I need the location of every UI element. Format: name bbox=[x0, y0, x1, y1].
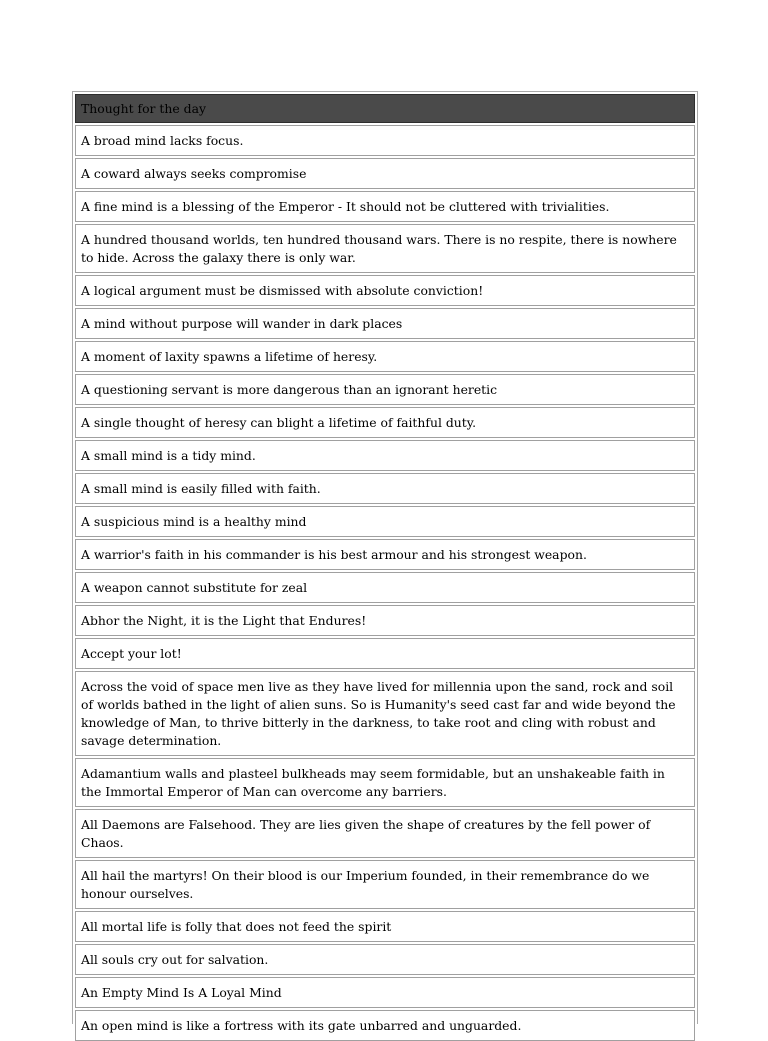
table-header bbox=[75, 94, 695, 123]
table-row: An Empty Mind Is A Loyal Mind bbox=[75, 977, 695, 1008]
table-row: Adamantium walls and plasteel bulkheads may seem formidable, but an unshakeable faith in the Immortal Emperor of Man can overcome any barriers. bbox=[75, 758, 695, 807]
table-row: A hundred thousand worlds, ten hundred thousand wars. There is no respite, there is nowhere to hide. Across the galaxy there is only war. bbox=[75, 224, 695, 273]
table-row: A moment of laxity spawns a lifetime of heresy. bbox=[75, 341, 695, 372]
table-row: All mortal life is folly that does not feed the spirit bbox=[75, 911, 695, 942]
table-row: Accept your lot! bbox=[75, 638, 695, 669]
table-row: A logical argument must be dismissed with absolute conviction! bbox=[75, 275, 695, 306]
table-row: A mind without purpose will wander in dark places bbox=[75, 308, 695, 339]
table-row: Across the void of space men live as they have lived for millennia upon the sand, rock and soil of worlds bathed in the light of alien suns. So is Humanity's seed cast far and wide beyond the knowledge of Man, to thrive bitterly in the darkness, to take root and cling with robust and savage determination. bbox=[75, 671, 695, 756]
table-row: An open mind is like a fortress with its gate unbarred and unguarded. bbox=[75, 1010, 695, 1041]
table-row: A questioning servant is more dangerous than an ignorant heretic bbox=[75, 374, 695, 405]
table-row: A small mind is a tidy mind. bbox=[75, 440, 695, 471]
table-row: A coward always seeks compromise bbox=[75, 158, 695, 189]
table-row: A suspicious mind is a healthy mind bbox=[75, 506, 695, 537]
table-row: A fine mind is a blessing of the Emperor - It should not be cluttered with trivialities. bbox=[75, 191, 695, 222]
table-row: A single thought of heresy can blight a lifetime of faithful duty. bbox=[75, 407, 695, 438]
table-row: All hail the martyrs! On their blood is our Imperium founded, in their remembrance do we honour ourselves. bbox=[75, 860, 695, 909]
table-row: A weapon cannot substitute for zeal bbox=[75, 572, 695, 603]
table-row: A broad mind lacks focus. bbox=[75, 125, 695, 156]
table-row: Abhor the Night, it is the Light that Endures! bbox=[75, 605, 695, 636]
quotes-table bbox=[72, 91, 698, 1033]
table-row: A warrior's faith in his commander is his best armour and his strongest weapon. bbox=[75, 539, 695, 570]
table-row: All Daemons are Falsehood. They are lies given the shape of creatures by the fell power of Chaos. bbox=[75, 809, 695, 858]
table-row: A small mind is easily filled with faith. bbox=[75, 473, 695, 504]
table-header-label: Thought for the day bbox=[81, 101, 206, 116]
table-row: All souls cry out for salvation. bbox=[75, 944, 695, 975]
